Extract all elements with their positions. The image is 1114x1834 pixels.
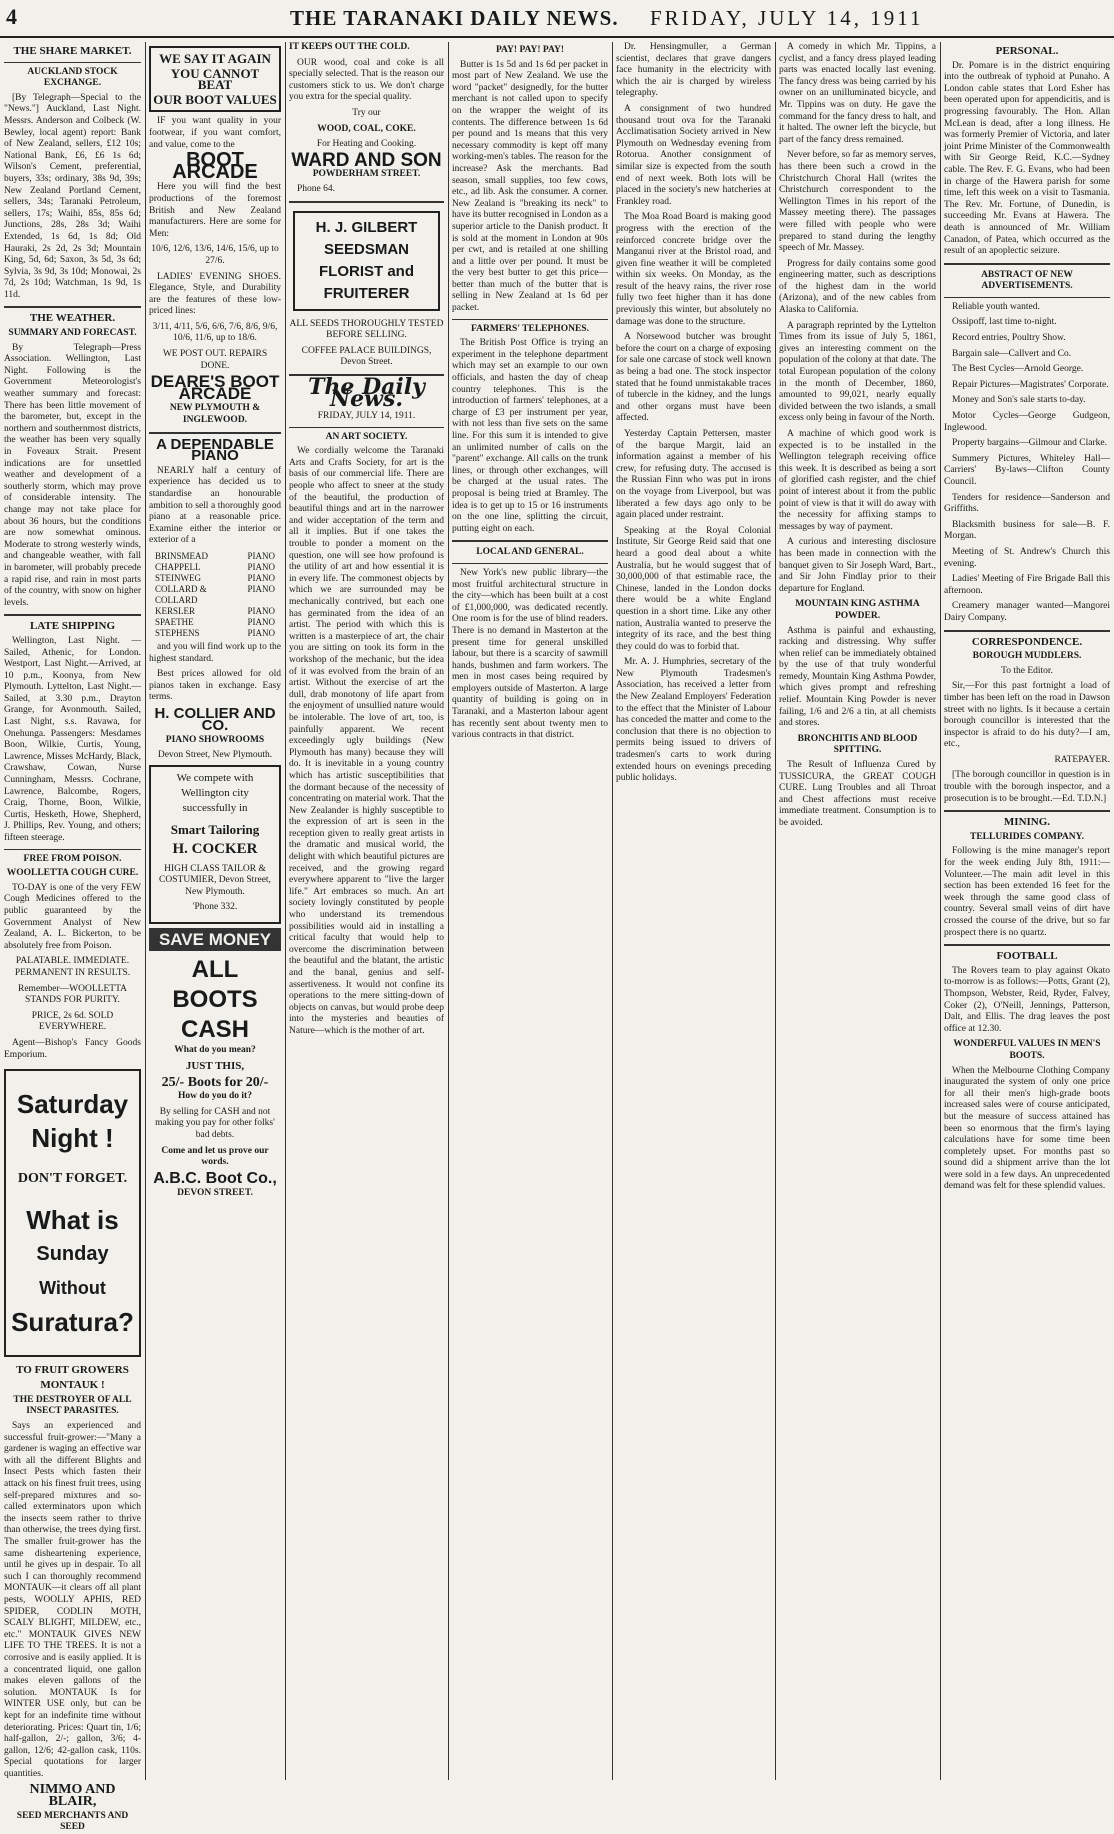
cocker-intro: We compete with Wellington city successfully in [176,772,254,815]
piano-list [149,551,281,639]
suratura-line: Suratura? [11,1306,134,1337]
mining-text: Following is the mine manager's report for the week ending July 8th, 1911:— Volunteer.—The main adit level in this section has been extended 16 feet for the week through the same good class of country. Several small veins of dirt have crossed the course of the drive, but so far prospect there is no quartz. [944,846,1110,938]
newspaper-title: THE TARANAKI DAILY NEWS. [290,6,619,30]
news-paragraph: Never before, so far as memory serves, has there been such a crowd in the Christchurch Choral Hall (writes the Christchurch correspondent to the Wellington Times in his report of the Massey meeting there). The passages were filled with people who were prepared to stand during the lengthy speech of Mr. Massey. [779,150,936,254]
mining-heading: MINING. [1003,816,1051,829]
divider [149,432,281,434]
abstract-item: Tenders for residence—Sanderson and Griffiths. [944,492,1110,515]
column-5 [616,42,771,1780]
night-line: Night ! [31,1123,114,1154]
art-society-text: We cordially welcome the Taranaki Arts and Crafts Society, for art is the basis of our commercial life. There are people who affect to sneer at the study of the beautiful, the production of beautiful things and art in the narrower and wider acceptation of the term and all it implies. But if one takes the trouble to ponder a moment on the question, one will see how profound is the utility of art and how essential it is in every life. The commonest objects by which we are surrounded may be mechanically contrived, but each one has germinated from the idea of an artist. The period with which this is written is a masterpiece of art, the chair you are sitting on took its form in the workshop of the mechanic, but the idea of it was evolved from the brain of an artist. Without the exercise of art the dull, drab monotony of life apart from the enjoyment of unsullied nature would be intolerable. The love of art, too, is painfully apparent. We recent exceedingly ugly buildings (New Plymouth has many) because they will do. It is inevitable in a young country which has artistic susceptibilities that the dormant because of the necessity of concentrating on material work. That the New Zealander is highly susceptible to the expression of art is seen in the reception given to really great artists in the dramatic and musical world, the delight with which beautiful pictures are received, and the growing regard everywhere apparent to "live the larger life." Art embraces so much. An art society lovingly constituted by people who understand its tremendous possibilities would aid in installing a critical faculty that would help to overcome the discrimination between the beautiful and the blatant, the artistic and the banal, genius and self-assertiveness. It would not confine its operations to the mere sitting-down of objects on canvas, but would probe deep into the mysteries and beauties of Nature—which is the mother of art. [289,446,444,1036]
gilbert-line: SEEDSMAN [323,240,409,258]
column-2 [149,42,281,1780]
what-mean: What do you mean? [174,1045,256,1056]
cocker-address: HIGH CLASS TAILOR & COSTUMIER, Devon Street, New Plymouth. [159,863,271,897]
piano-make: COLLARD & COLLARD [155,583,207,605]
divider [944,263,1110,265]
personal-text: Dr. Pomare is in the district enquiring into the outbreak of typhoid at Punaho. A London cable states that Lord Esher has been operated upon for appendicitis, and is progressing favourably. The Hon. Allan McLean is dead, after a long illness. He was formerly Premier of Victoria, and later joint Prime Minister of the Commonwealth with Sir George Reid, K.C.—Sydney cable. The Rev. F. G. Evans, who had been in charge of the Hawera parish for some time, left this week on a visit to Tasmania. The Rev. Mr. Fortune, of Dunedin, is succeeding Mr. Evans at Hawera. The death is announced of Mr. William Canadon, of Patea, which occurred as the result of an apoplectic seizure. [944,60,1110,257]
nimmo-subtitle: SEED MERCHANTS AND SEED [16,1810,129,1833]
news-paragraph: A consignment of two hundred thousand trout ova for the Taranaki Acclimatisation Society arrived in New Plymouth on Wednesday evening from Rotorua. Another consignment of similar size is expected from the south end of next week. Both lots will be placed in the society's new hatcheries at Frankley road. [616,103,771,207]
news-paragraph: A Norsewood butcher was brought before the court on a charge of exposing for sale one carcase of stock well known as being a bad one. The stock inspector stated that he found unmistakable traces of tubercle in the kidney, and the lungs and other organs must have been affected. [616,332,771,424]
post-out: WE POST OUT. REPAIRS DONE. [162,349,268,371]
boot-text: Here you will find the best productions of the foremost British and New Zealand manufacturers. Here are some for Men: [149,182,281,239]
we-say-line: WE SAY IT AGAIN [159,51,271,66]
summary-heading: SUMMARY AND FORECAST. [8,328,137,339]
poison-heading: FREE FROM POISON. [23,853,122,864]
divider [4,62,141,63]
pay-heading: PAY! PAY! PAY! [495,45,565,55]
news-paragraph: A paragraph reprinted by the Lyttelton Times from its issue of July 5, 1861, gives an interesting comment on the population of the colony at that date. The total European population of the colony in the month of December, 1860, amounted to 99,021, nearly equally divided between the two islands, a small excess only being in favour of the North. [779,320,936,424]
without-line: Without [39,1277,106,1298]
divider [4,849,141,850]
woolletta-remember: Remember—WOOLLETTA STANDS FOR PURITY. [18,983,127,1006]
woolletta-palatable: PALATABLE. IMMEDIATE. PERMANENT IN RESULTS. [14,956,131,978]
piano-make: STEPHENS [155,627,200,638]
news-paragraph: The Moa Road Board is making good progress with the erection of the reinforced concrete bridge over the Manganui river at the Bristol road, and given fine weather it will be completed within six weeks. On Monday, as the result of the heavy rains, the river rose fully two feet higher than it has done previously this winter, but absolutely no damage was done to the structure. [616,212,771,327]
how-do: How do you do it? [178,1091,252,1102]
column-7 [944,42,1110,1780]
news-paragraph: Speaking at the Royal Colonial Institute, Sir George Reid said that one heard a good deal about a white Australia, but he would suggest that of 30,000,000 of that estimable race, the Chinese, landed in the London docks there would be a white England question in a short time. Like any other nation, Australia wanted to preserve the integrity of its race, and the best thing they could do was to forbid that. [616,525,771,652]
piano-make: KERSLER [155,605,196,616]
cannot-beat-line: YOU CANNOT BEAT [170,65,260,93]
keeps-out: IT KEEPS OUT THE COLD. [289,42,410,52]
issue-date: FRIDAY, JULY 14, 1911 [650,6,924,30]
gilbert-line: FRUITERER [323,284,410,302]
abstract-item: The Best Cycles—Arnold George. [952,364,1084,375]
just-this: JUST THIS, [185,1060,245,1073]
daily-news-date: FRIDAY, JULY 14, 1911. [317,411,416,422]
cocker-ad [149,765,281,924]
piano-label: PIANO [247,605,275,616]
gilbert-line: FLORIST and [319,262,414,280]
by-selling: By selling for CASH and not making you pay for other folks' bad debts. [155,1106,275,1141]
divider [944,297,1110,298]
correspondence-heading: CORRESPONDENCE. [971,635,1083,648]
piano-label: PIANO [247,583,275,594]
deares-title: DEARE'S BOOT ARCADE [150,372,280,403]
ladies-text: LADIES' EVENING SHOES. Elegance, Style, and Durability are the features of these low-priced lines: [149,271,281,317]
seeds-text: ALL SEEDS THOROUGHLY TESTED BEFORE SELLING. [289,318,444,341]
saturday-ad [4,1069,141,1357]
boot-values-ad [149,46,281,112]
abstract-item: Record entries, Poultry Show. [952,333,1066,344]
mountain-king-text: Asthma is painful and exhausting, racking and distressing. Why suffer when relief can be immediately obtained by the use of that truly wonderful remedy, Mountain King Asthma Powder, which gives prompt and refreshing relief. Mountain King Powder is never failing, 1/6 and 2/6 a tin, at all chemists and stores. [779,625,936,729]
dont-forget: DON'T FORGET. [17,1171,128,1187]
news-paragraph: A curious and interesting disclosure has been made in connection with the banquet given to Sir Joseph Ward, Bart., and Sir John Findlay prior to their departure for England. [779,537,936,594]
share-report: [By Telegraph—Special to the "News."] Auckland, Last Night. Messrs. Anderson and Colbeck (W. Bewley, local agent) report: Bank of New Zealand, sellers, £12 10s; National Bank, £6, £6 1s 6d; Wilson's Cement, preferential, buyers, 33s; ordinary, 38s 9d, 39s; New Zealand Portland Cement, sellers, 34s; Taranaki Petroleum, sellers, 17s; Waihi, 85s, 85s 6d; Junctions, 28s, 28s 3d; Waihi Extended, 1s 6d, 1s 8d; Old Hauraki, 2s 2d, 2s 3d; Mountain King, 5d, 6d; Saxon, 3s 5d, 3s 6d; Sylvia, 3s 9d, 3s 10d; Monowai, 2s 7d, 2s 10d; Watchman, 1s 9d, 1s 11d. [4,92,141,300]
weather-heading: THE WEATHER. [29,312,116,325]
news-paragraph: Mr. A. J. Humphries, secretary of the New Plymouth Tradesmen's Association, has received a letter from the New Zealand Employers' Federation to the effect that the Minister of Labour has conceded the matter and come to the conclusion that there is no objection to permits being issued to drivers of tradesmen's carts to work during extended hours on evenings preceding public holidays. [616,657,771,784]
column-rule [285,42,286,1780]
column-3 [289,42,444,1780]
news-paragraph: Dr. Hensingmuller, a German scientist, declares that grave dangers face humanity in the electricity with which the air is charged by wireless telegraphy. [616,42,771,99]
piano-make: STEINWEG [155,572,201,583]
piano-make: SPAETHE [155,616,194,627]
football-text: The Rovers team to play against Okato to-morrow is as follows:—Potts, Grant (2), Thompson, Webster, Reid, Ryder, Falvey, Coker (2), O'Neill, Jennings, Patterson, Dalt, and Ellis. The drag leaves the post office at 12.30. [944,965,1110,1034]
cocker-phone: 'Phone 332. [192,902,238,913]
divider [4,614,141,616]
column-rule [775,42,776,1780]
ward-phone: Phone 64. [297,183,335,194]
collier-subtitle: PIANO SHOWROOMS [165,735,265,746]
column-rule [612,42,613,1780]
mountain-king-heading: MOUNTAIN KING ASTHMA POWDER. [795,599,920,621]
farmers-telephones-heading: FARMERS' TELEPHONES. [471,323,589,334]
piano-make: BRINSMEAD [155,550,209,561]
abstract-item: Money and Son's sale starts to-day. [952,395,1086,406]
cash-line: CASH [180,1016,249,1044]
abstract-item: Repair Pictures—Magistrates' Corporate. [952,379,1109,390]
shipping-report: Wellington, Last Night. — Sailed, Athenic, for London. Westport, Last Night.—Arrived, at 10 p.m., Koonya, from New Plymouth. Lyttelton, Last Night.—Sailed, at 3.30 p.m., Drayton Grange, for Avonmouth. Sailed, Last Night, s.s. Ravawa, for Onehunga. Passengers: Mesdames Boon, Wilkie, Curtis, Young, Lawrence, Misses McHardy, Black, Crawshaw, Cowan, Nurse Cunningham, Messrs. Cochrane, Lawrence, Balcombe, Rogers, Craig, Thorne, Boon, Wilkie, Curtis, Hesketh, Howe, Shepherd, J. Phillips, Rev. Young, and others; fifteen steerage. [4,635,141,843]
boot-intro: IF you want quality in your footwear, if you want comfort, and value, come to the [149,116,281,150]
deares-address: NEW PLYMOUTH & INGLEWOOD. [169,403,261,426]
divider [289,201,444,203]
art-society-heading: AN ART SOCIETY. [325,431,408,442]
to-editor: To the Editor. [1001,665,1053,676]
collier-address: Devon Street, New Plymouth. [157,749,273,760]
woolletta-agent: Agent—Bishop's Fancy Goods Emporium. [4,1037,141,1060]
divider [452,540,608,542]
local-general-text: New York's new public library—the most fruitful architectural structure in the city—which has been built at a cost of £1,000,000, was dedicated recently. One room is for the use of blind readers. There is no demand in Masterton at the present time for general unskilled labour, but there is a scarcity of sawmill hands, bushmen and farm workers. The men in most cases being required by employers outside of Masterton. A large quantity of building is going on in Taranaki, and a Masterton labour agent has recently sent about twenty men to various contracts in that district. [452,567,608,741]
weather-report: By Telegraph—Press Association. Wellington, Last Night. Following is the Government Meteorologist's weather summary and forecast: There has been little movement of the barometer, but, except in the northern and southernmost districts, the weather has been very squally in Foveaux Strait. Present indications are for unsettled weather and development of a southerly storm, which may prove of considerable intensity. The change may not take place for about 36 hours, but the conditions are now somewhat ominous. Moderate to strong westerly winds, and changeable weather, with fall in barometer, will probably precede a rapid rise, and rain in most parts of the country, with snow on higher levels. [4,342,141,608]
abstract-list [944,302,1110,625]
save-money-banner: SAVE MONEY [149,928,281,952]
abstract-item: Summery Pictures, Whiteley Hall—Carriers' By-laws—Clifton County Council. [944,453,1110,487]
divider [452,563,608,564]
abstract-item: Property bargains—Gilmour and Clarke. [952,438,1107,449]
divider [452,319,608,320]
sunday-line: Sunday [36,1242,109,1265]
local-general-heading: LOCAL AND GENERAL. [476,547,584,558]
abstract-item: Reliable youth wanted. [952,301,1040,312]
ratepayer-signature: RATEPAYER. [1054,754,1110,765]
coal-text: OUR wood, coal and coke is all specially selected. That is the reason our customers stick to us. We don't charge you extra for the special quality. [289,57,444,103]
montauk-text: Says an experienced and successful fruit-grower:—"Many a gardener is waging an effective war with all the different Blights and Insect Pests which fasten their attack on his finest fruit trees, using self-prepared mixtures and so-called exterminators upon which the insects seem rather to thrive than otherwise, the trees dying first. The smaller fruit-grower has the same disheartening experience, until he gives up in despair. To all such I can thoroughly recommend MONTAUK—it clears off all plant pests, WOOLLY APHIS, RED SPIDER, CODLIN MOTH, SCALY BLIGHT, MILDEW, etc., etc." MONTAUK GIVES NEW LIFE TO THE TREES. It is not a corrosive and is easily applied. It is a concentrated liquid, one gallon makes eleven gallons of the solution. MONTAUK Is for WINTER USE only, but can be kept for an indefinite time without deteriorating. Prices: Quart tin, 1/6; half-gallon, 2/-; gallon, 3/6; 4-gallon, 12/6; 42-gallon cask, 110s. Special quotations for larger quantities. [4,1421,141,1779]
piano-after: and you will find work up to the highest standard. [149,641,281,664]
saturday-line: Saturday [16,1089,129,1120]
woolletta-text: TO-DAY is one of the very FEW Cough Medicines offered to the public guaranteed by the Government Analyst of New Zealand, A. L. Bickerton, to be absolutely free from Poison. [4,882,141,951]
boot-arcade-title: BOOT ARCADE [172,149,258,183]
abstract-item: Bargain sale—Callvert and Co. [952,348,1072,359]
farmers-telephones-text: The British Post Office is trying an experiment in the telephone department which may set an example to our own officials, and hasten the day of cheap country telephones. This is the introduction of farmers' telephones, at a charge of £3 per instrument per year, with not less than five sets on the same line. For this sum it is intended to give an unlimited number of calls on the "parent" exchange. All calls on the trunk lines, or through other exchanges, will be charged at the usual rates. The proposal is being tried at Bramley. The idea is to get up to 15 or 16 instruments on the one line, splitting the circuit, putting eight on each. [452,338,608,534]
piano-label: PIANO [247,627,275,638]
gilbert-name: H. J. GILBERT [315,218,418,236]
abstract-item: Meeting of St. Andrew's Church this evening. [944,546,1110,569]
nimmo-blair: NIMMO AND BLAIR, [29,1782,116,1810]
bronchitis-text: The Result of Influenza Cured by TUSSICURA, the GREAT COUGH CURE. Lung Troubles and all Throat and Chest affections must receive immediate treatment. Consumption is to be avoided. [779,760,936,828]
masthead [0,0,1114,38]
column-6 [779,42,936,1780]
piano-label: PIANO [247,561,275,572]
divider [944,944,1110,946]
all-line: ALL [191,956,239,984]
fruit-growers-heading: TO FRUIT GROWERS [16,1363,129,1376]
news-paragraph: Yesterday Captain Pettersen, master of the barque Margit, laid an information against a member of his crew, for refusing duty. The accused is the Russian Finn who was put in irons on the voyage from Liverpool, but was liberated a few days ago only to be again placed under restraint. [616,429,771,521]
woolletta-price: PRICE, 2s 6d. SOLD EVERYWHERE. [31,1010,114,1033]
woolletta-title: WOOLLETTA COUGH CURE. [6,868,139,879]
abc-address: DEVON STREET. [177,1188,253,1199]
ward-address: POWDERHAM STREET. [312,169,421,180]
wonderful-values-text: When the Melbourne Clothing Company inaugurated the system of only one price for all their men's high-grade boots increased sales were of course anticipated, but the measure of success attained has been so enormous that the firm's laying calculations have for some time been completely upset. For months past so sound did a shipment arrive than the lot were sold in a few days. An unprecedented demand was felt for these splendid values. [944,1065,1110,1192]
page-number: 4 [6,4,17,29]
try-our: Try our [352,107,381,118]
column-4 [452,42,608,1780]
for-heating: For Heating and Cooking. [316,139,417,150]
bronchitis-heading: BRONCHITIS AND BLOOD SPITTING. [797,733,918,756]
divider [4,306,141,308]
abstract-item: Motor Cycles—George Gudgeon, Inglewood. [944,411,1110,433]
football-heading: FOOTBALL [996,950,1058,963]
column-rule [448,42,449,1780]
montauk-subtitle: THE DESTROYER OF ALL INSECT PARASITES. [13,1394,132,1417]
column-1 [4,42,141,1833]
smart-tailoring: Smart Tailoring [170,822,260,838]
men-prices: 10/6, 12/6, 13/6, 14/6, 15/6, up to 27/6. [151,244,279,266]
piano-text: NEARLY half a century of experience has decided us to standardise an honourable ambition to sell a thoroughly good piano at a reasonable price. Examine either the interior or exterior of a [149,465,281,546]
boots-line: BOOTS [172,986,258,1014]
what-is-line: What is [26,1204,119,1235]
abstract-item: Ladies' Meeting of Fire Brigade Ball this afternoon. [944,574,1110,596]
cocker-name: H. COCKER [172,840,258,857]
ladies-prices: 3/11, 4/11, 5/6, 6/6, 7/6, 8/6, 9/6, 10/6, 11/6, up to 18/6. [152,321,278,344]
piano-label: PIANO [247,572,275,583]
column-rule [940,42,941,1780]
piano-title: A DEPENDABLE PIANO [156,435,274,465]
telluride-heading: TELLURIDES COMPANY. [969,831,1085,842]
abc-title: A.B.C. Boot Co., [153,1169,277,1187]
divider [944,810,1110,812]
divider [944,630,1110,632]
borough-heading: BOROUGH MUDDLERS. [972,651,1082,662]
news-paragraph: Progress for daily contains some good engineering matter, such as descriptions of the highest dam in the world (Arizona), and of the new cables from Alaska to California. [779,258,936,316]
abstract-item: Blacksmith business for sale—B. F. Morgan. [944,519,1110,542]
auckland-heading: AUCKLAND STOCK EXCHANGE. [27,66,118,89]
personal-heading: PERSONAL. [995,45,1059,57]
gilbert-ad [293,211,440,311]
share-market-heading: THE SHARE MARKET. [13,45,132,57]
daily-news-nameplate: The Daily News. [308,373,425,412]
correspondence-text: Sir,—For this past fortnight a load of timber has been left on the road in Dawson street with no lights. Is it because a certain borough councillor is interested that the inspector is afraid to do his duty?—I am, etc., [944,681,1110,750]
boots-price: 25/- Boots for 20/- [161,1074,269,1090]
news-paragraph: A machine of which good work is expected is to be installed in the Wellington telegraph receiving office this week. It is described as being a sort of glorified cash register, and the chief point of interest about it from the public point of view is that it will do away with the necessity for affixing stamps to messages by way of payment. [779,429,936,532]
collier-title: H. COLLIER AND CO. [154,704,276,734]
abstract-item: Creamery manager wanted—Mangorei Dairy Company. [944,601,1110,623]
news-paragraph: A comedy in which Mr. Tippins, a cyclist, and a fancy dress played leading parts was enacted locally last evening. The fancy dress was being carried by his owner on an unilluminated bicycle, and Mr. Tippins was on duty. He gave the command for the fancy dress to halt, and it halted. The owner left the bicycle, but part of the fancy dress remained. [779,42,936,145]
borough-note: [The borough councillor in question is in trouble with the borough inspector, and a prosecution is to be brought.—Ed. T.D.N.] [944,770,1110,804]
fuels: WOOD, COAL, COKE. [317,123,416,134]
abstract-item: Ossipoff, last time to-night. [952,317,1057,328]
piano-label: PIANO [247,550,275,561]
ward-title: WARD AND SON [291,149,442,171]
montauk-title: MONTAUK ! [40,1379,105,1392]
divider [289,427,444,428]
pay-text: Butter is 1s 5d and 1s 6d per packet in most part of New Zealand. We use the word "packet" designedly, for the butter merchant is not called upon to specify on the wrapper the weight of its contents. The difference between 1s 6d per pound and 1s means that this very necessary commodity is kept off many working-men's tables. The reason for the increase? Ask the merchants. Bad season, small supplies, too few cows, etc., ad lib. Ask the consumer. A corner. New Zealand is "breaking its neck" to have its butter recognised in London as a superior article to the Danish product. It is sold at the moment in London at 90s per cwt, and is retailed at one shilling and a little over per pound. It must be the very best butter to get this price—better than much of the butter that is selling in New Zealand at 1s 6d per packet. [452,59,608,314]
piano-make: CHAPPELL [155,561,201,572]
shipping-heading: LATE SHIPPING [29,620,116,633]
wonderful-values-heading: WONDERFUL VALUES IN MEN'S BOOTS. [953,1039,1101,1061]
piano-label: PIANO [247,616,275,627]
boot-values-line: OUR BOOT VALUES [153,91,277,107]
come-and: Come and let us prove our words. [161,1145,269,1168]
best-prices: Best prices allowed for old pianos taken in exchange. Easy terms. [149,669,281,703]
column-rule [145,42,146,1780]
abstract-heading: ABSTRACT OF NEW ADVERTISEMENTS. [981,269,1073,292]
coffee-palace: COFFEE PALACE BUILDINGS, Devon Street. [301,345,432,368]
